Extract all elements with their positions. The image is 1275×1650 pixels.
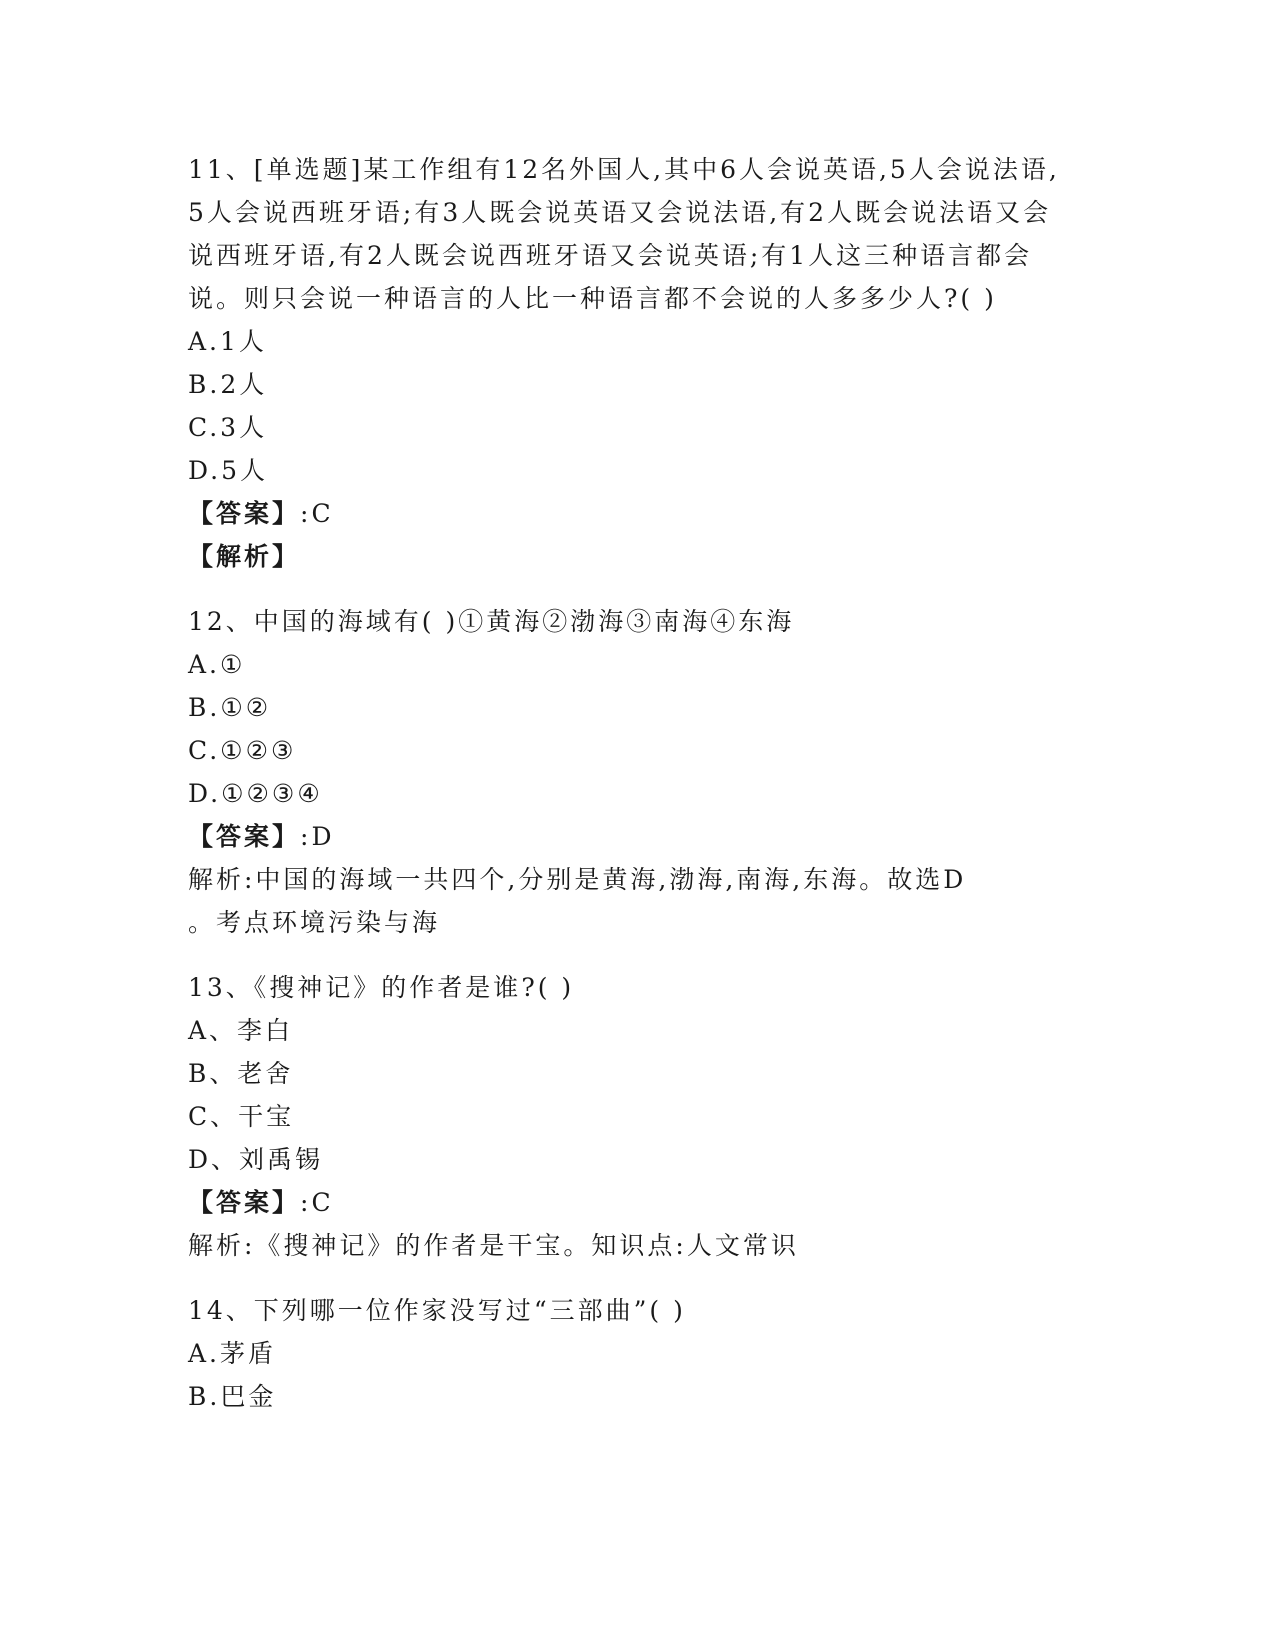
- answer-value: :C: [300, 1188, 334, 1217]
- answer-label: 【答案】: [188, 822, 301, 851]
- option-d: D、刘禹锡: [188, 1145, 324, 1174]
- option-a: A.茅盾: [188, 1339, 277, 1368]
- option-a: A.①: [188, 650, 246, 679]
- option-b: B.①②: [188, 693, 272, 722]
- answer-line: [188, 1181, 1088, 1224]
- answer-label: 【答案】: [188, 1188, 301, 1217]
- option-c: C.3人: [188, 413, 268, 442]
- option-b: B.巴金: [188, 1382, 277, 1411]
- answer-value: :D: [300, 822, 335, 851]
- option-b: B.2人: [188, 370, 268, 399]
- analysis-label: 【解析】: [188, 542, 301, 571]
- analysis-text: 解析:中国的海域一共四个,分别是黄海,渤海,南海,东海。故选D: [188, 865, 967, 894]
- question-12: [188, 600, 1088, 944]
- option-d: D.5人: [188, 456, 269, 485]
- analysis-text-continued: 。考点环境污染与海: [188, 908, 441, 937]
- answer-line: [188, 815, 1088, 858]
- answer-label: 【答案】: [188, 499, 301, 528]
- question-stem: 14、下列哪一位作家没写过“三部曲”( ): [188, 1296, 686, 1325]
- option-b: B、老舍: [188, 1059, 294, 1088]
- question-11: [188, 148, 1088, 578]
- question-stem: 11、[单选题]某工作组有12名外国人,其中6人会说英语,5人会说法语,5人会说西班牙语;有3人既会说英语又会说法语,有2人既会说法语又会说西班牙语,有2人既会说西班牙语又会说英语;有1人这三种语言都会说。则只会说一种语言的人比一种语言都不会说的人多多少人?( ): [188, 155, 1060, 313]
- option-a: A.1人: [188, 327, 267, 356]
- option-d: D.①②③④: [188, 779, 323, 808]
- answer-value: :C: [300, 499, 334, 528]
- question-14: [188, 1289, 1088, 1418]
- question-stem: 12、中国的海域有( )①黄海②渤海③南海④东海: [188, 607, 795, 636]
- option-c: C.①②③: [188, 736, 297, 765]
- document-page: [188, 148, 1088, 1418]
- question-13: [188, 966, 1088, 1267]
- option-a: A、李白: [188, 1016, 294, 1045]
- option-c: C、干宝: [188, 1102, 295, 1131]
- analysis-text: 解析:《搜神记》的作者是干宝。知识点:人文常识: [188, 1231, 799, 1260]
- answer-line: [188, 492, 1088, 535]
- question-stem: 13、《搜神记》的作者是谁?( ): [188, 973, 575, 1002]
